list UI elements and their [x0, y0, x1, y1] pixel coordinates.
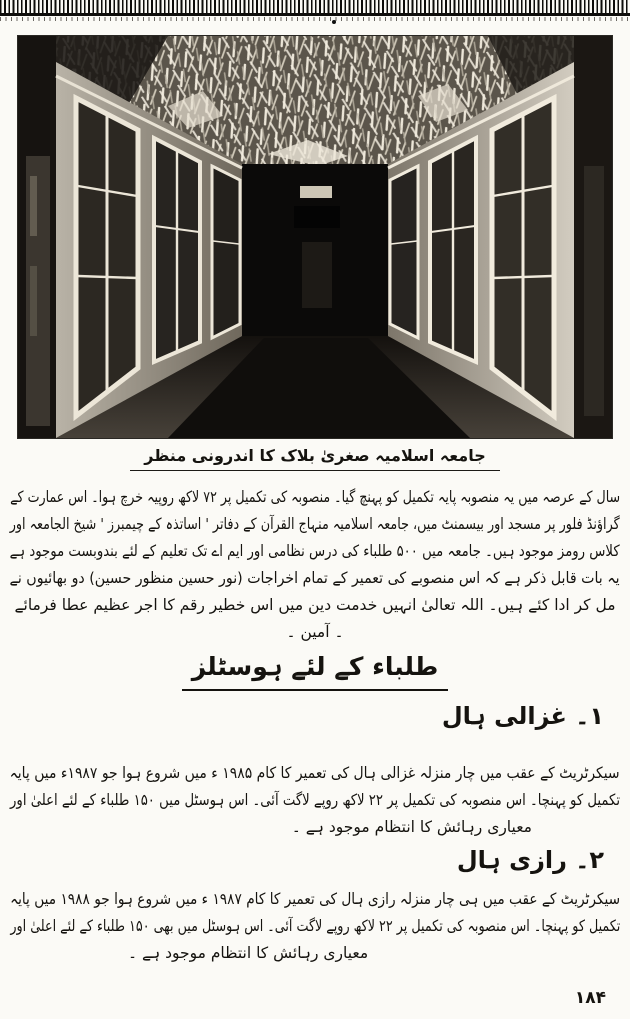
intro-line-2: گراؤنڈ فلور پر مسجد اور بیسمنٹ میں، جامعہ اسلامیہ منہاج القرآن کے دفاتر ' اساتذہ کے چیمبرز ' شیخ الجامعہ اور [10, 515, 620, 533]
intro-paragraph [10, 484, 620, 641]
razi-line-2: تکمیل کو پہنچا۔ اس منصوبہ کی تکمیل پر ۲۲ لاکھ روپے لاگت آئی۔ اس ہوسٹل میں بھی ۱۵۰ طلباء کے لئے اعلیٰ اور [10, 917, 620, 935]
razi-hall-heading: ۲۔ رازی ہال [456, 846, 604, 874]
intro-line-5: مل کر ادا کئے ہیں۔ اللہ تعالیٰ انہیں خدمت دین میں اس خطیر رقم کا اجر عظیم عطا فرمائے ۔ آمین ۔ [14, 596, 616, 641]
razi-line-1: سیکرٹریٹ کے عقب میں ہی چار منزلہ رازی ہال کی تعمیر کا کام ۱۹۸۷ ء میں شروع ہوا جو ۱۹۸۸ میں پایہ [10, 890, 620, 908]
border-rule [0, 13, 630, 16]
photo-caption-text: جامعہ اسلامیہ صغریٰ بلاک کا اندرونی منظر [130, 446, 499, 471]
corridor-photo-art [18, 36, 612, 438]
page-number: ۱۸۴ [574, 988, 606, 1008]
tick-pattern [0, 0, 630, 13]
dot-pattern [0, 17, 630, 21]
hostels-section-heading-text: طلباء کے لئے ہوسٹلز [182, 652, 449, 691]
ghazali-line-2: تکمیل کو پہنچا۔ اس منصوبہ کی تکمیل پر ۲۲ لاکھ روپے لاگت آئی۔ اس ہوسٹل میں ۱۵۰ طلباء کے لئے اعلیٰ اور [10, 791, 620, 809]
corridor-photo [18, 36, 612, 438]
razi-line-3: معیاری رہائش کا انتظام موجود ہے ۔ [128, 944, 369, 962]
intro-line-4: یہ بات قابل ذکر ہے کہ اس منصوبے کی تعمیر کے تمام اخراجات (نور حسین منظور حسین) دو بھائیوں نے [10, 569, 620, 587]
intro-line-1: سال کے عرصہ میں یہ منصوبہ پایہ تکمیل کو پہنچ گیا۔ منصوبہ کی تکمیل پر ۷۲ لاکھ روپیہ خرچ ہوا۔ اس عمارت کے [10, 488, 620, 506]
ghazali-line-3: معیاری رہائش کا انتظام موجود ہے ۔ [291, 818, 532, 836]
razi-hall-paragraph [10, 886, 620, 967]
intro-line-3: کلاس رومز موجود ہیں۔ جامعہ میں ۵۰۰ طلباء کی درس نظامی اور ایم اے تک تعلیم کے لئے بندوبست موجود ہے [10, 542, 620, 560]
ghazali-hall-paragraph [10, 760, 620, 841]
photo-caption [0, 446, 630, 471]
hostels-section-heading [0, 652, 630, 691]
ghazali-hall-heading: ۱۔ غزالی ہال [441, 702, 604, 730]
ink-dot [332, 20, 336, 24]
ghazali-line-1: سیکرٹریٹ کے عقب میں چار منزلہ غزالی ہال کی تعمیر کا کام ۱۹۸۵ ء میں شروع ہوا جو ۱۹۸۷ء میں پایہ [10, 764, 621, 782]
decorative-top-border [0, 0, 630, 24]
